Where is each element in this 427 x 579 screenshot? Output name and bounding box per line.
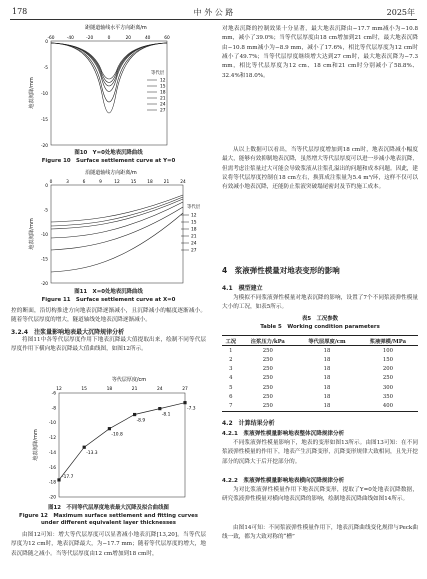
right-paragraph-3: 为模拟不同浆液弹性模量对地表沉降的影响，设置了7个不同浆液弹性模量大小的工况，如表5所示。 xyxy=(222,295,418,311)
table-cell: 4 xyxy=(229,375,233,382)
fig11-ytick: -10 xyxy=(40,233,48,238)
fig12-ytick: -12 xyxy=(48,436,56,442)
fig11-caption-cn: 图11 X=0处地表沉降曲线 xyxy=(74,289,143,295)
fig12-ytick: -16 xyxy=(48,465,56,471)
fig12-caption-en-1: Figure 12 Maximum surface settlement and fitting curves xyxy=(19,512,198,519)
fig11-xtick: 3 xyxy=(66,180,69,185)
fig10-ytick: -15 xyxy=(40,118,48,123)
table-cell: 350 xyxy=(382,393,393,400)
table5-caption xyxy=(222,316,418,331)
fig12-ytick: -20 xyxy=(48,495,56,501)
fig11-caption-en: Figure 11 Surface settlement curve at X=0 xyxy=(41,296,176,303)
fig11-xtick: 15 xyxy=(130,180,137,185)
fig11-curve-12 xyxy=(51,213,183,272)
table-cell: 18 xyxy=(323,384,331,391)
fig12-xtick: 12 xyxy=(56,387,62,392)
fig11-xtick: 21 xyxy=(163,180,170,185)
fig10-curve-18 xyxy=(51,43,167,92)
table-header: 等代层厚度/cm xyxy=(296,336,358,346)
fig10-ytick: -5 xyxy=(43,66,48,71)
fig12-point xyxy=(158,407,161,410)
fig10-legend-item: 18 xyxy=(160,90,166,96)
right-paragraph-5: 为对比浆液弹性模量作用下地表沉降变形，提取了Y=0处地表沉降数据，研究浆液弹性模量对横向地表沉降的影响，绘制地表沉降曲线如图14所示。 xyxy=(222,487,418,503)
fig12-frame xyxy=(59,393,185,497)
table-cell: 250 xyxy=(262,375,273,382)
table-row xyxy=(222,401,418,411)
fig10-caption xyxy=(11,150,206,165)
fig12-xtick: 24 xyxy=(157,387,163,392)
right-paragraph-4: 不同浆液弹性模量影响下，地表的变形如图13所示。由图13可知：在不同浆液弹性模量的作用下，地表产生沉降变形，沉降变形规律大致相同，且先开挖部分的沉降大于后开挖部分的。 xyxy=(222,440,418,465)
table-cell: 150 xyxy=(382,356,393,363)
table-cell: 300 xyxy=(382,384,393,391)
fig11-xtick: 6 xyxy=(82,180,86,185)
fig11-legend-item: 15 xyxy=(191,220,197,226)
fig11-curve-21 xyxy=(51,199,183,229)
table5-grid xyxy=(222,335,418,412)
table-cell: 18 xyxy=(323,347,331,354)
fig11-xtick: 12 xyxy=(114,180,120,185)
fig10-xtick: -20 xyxy=(86,36,94,41)
journal-year: 2025年 xyxy=(386,8,415,17)
fig11-xtick: 24 xyxy=(180,180,186,185)
table-cell: 2 xyxy=(229,356,233,363)
fig12-ytick: -14 xyxy=(48,450,56,456)
table-header: 浆液弹模/MPa xyxy=(358,336,418,346)
fig10-curve-21 xyxy=(51,43,167,86)
fig10-curve-12 xyxy=(51,43,167,113)
fig10-xtick: 20 xyxy=(125,36,132,41)
fig11-xtick: 0 xyxy=(49,180,53,185)
fig10-ylabel: 地表沉降/mm xyxy=(29,77,35,109)
table-cell: 18 xyxy=(296,401,358,411)
table-header: 工况 xyxy=(222,336,240,346)
header-rule xyxy=(10,19,417,20)
table-cell: 400 xyxy=(358,401,418,411)
right-paragraph-6: 由图14可知：不同浆液弹性模量作用下，地表沉降曲线变化规律与Peck曲线一致，都为大致对称的“槽” xyxy=(222,525,418,541)
fig11-legend-item: 24 xyxy=(191,241,197,247)
fig10-curve-27 xyxy=(51,43,167,79)
fig12-data-label: -8.1 xyxy=(161,412,171,418)
fig10-xtick: -60 xyxy=(47,36,55,41)
section-4-2-1-heading: 4.2.1 浆液弹性模量影响地表整体沉降规律分析 xyxy=(222,431,345,437)
fig12-point xyxy=(108,427,111,430)
table-cell: 100 xyxy=(382,347,393,354)
fig11-ytick: -15 xyxy=(40,257,48,263)
table-cell: 250 xyxy=(262,347,273,354)
right-paragraph-1: 对地表沉降的控制效果十分显著，最大地表沉降由−17.7 mm减小为−10.8 mm，减小了39.0%；当等代层厚度由18 cm增加到21 cm时，最大地表沉降由−10.8 mm减小为−8.9 mm，减小了17.6%，相比等代层厚度为12 cm时减小了49.7%；当等代层厚度继续增大达到27 cm时，最大地表沉降为−7.3 mm，相比等代层厚度为12 cm、18 cm和21 cm时分别减小了58.8%、32.4%和18.0%。 xyxy=(222,26,418,79)
fig11-ytick: -5 xyxy=(43,208,48,214)
fig12-ytick: -10 xyxy=(48,421,56,427)
fig12-point xyxy=(133,413,136,416)
fig12-point xyxy=(183,401,186,404)
fig12-ylabel: 地表沉降/mm xyxy=(33,429,39,461)
table-cell: 250 xyxy=(262,356,273,363)
fig10-legend-item: 27 xyxy=(160,108,166,114)
table-cell: 5 xyxy=(229,384,233,391)
fig11-caption xyxy=(11,289,206,304)
section-3-2-4: 3.2.4 注浆量影响地表最大沉降规律分析 xyxy=(11,329,125,336)
fig10-curve-24 xyxy=(51,43,167,83)
journal-name: 中 外 公 路 xyxy=(193,8,234,17)
fig11-xtick: 9 xyxy=(99,180,102,185)
right-paragraph-2: 从以上数据可以看出，当等代层厚度增加到18 cm时，地表沉降减小幅度最大，能够有效抑制地表沉降，虽然增大等代层厚度可以进一步减小地表沉降，但需考虑注浆量过大可能会导致浆液从注浆孔溢出的问题和成本问题。因此，建议将等代层厚度控制在18 cm左右，换算成注浆量为5.4 m³/环，这样不仅可以有效减小地表沉降，还能防止浆液突破塌尾密封及节约施工成本。 xyxy=(222,147,418,191)
figure-12-chart xyxy=(11,373,206,505)
fig12-caption-cn: 图12 不同等代层厚度地表最大沉降及拟合曲线图 xyxy=(48,505,169,511)
table-row xyxy=(222,346,418,356)
fig10-xtick: 60 xyxy=(164,36,170,41)
fig12-ytick: -6 xyxy=(51,391,56,397)
fig12-point xyxy=(57,478,60,481)
table5 xyxy=(222,335,418,412)
table-cell: 250 xyxy=(240,401,297,411)
table-row xyxy=(222,355,418,364)
fig11-legend-item: 12 xyxy=(191,213,197,219)
fig10-xtick: 0 xyxy=(107,36,111,41)
table-cell: 250 xyxy=(262,366,273,373)
table-cell: 18 xyxy=(323,356,331,363)
fig11-xtick: 18 xyxy=(147,180,153,185)
table-cell: 250 xyxy=(262,393,273,400)
left-paragraph-2: 将图11中各等代层厚度作用下地表沉降最大值提取出来，绘制不同等代层厚度作用下横向地表沉降最大值曲线图，如图12所示。 xyxy=(11,337,206,353)
table-cell: 18 xyxy=(323,375,331,382)
fig12-xtick: 18 xyxy=(106,387,113,392)
fig10-legend-item: 15 xyxy=(160,84,166,90)
table-cell: 18 xyxy=(323,393,331,400)
fig11-legend-item: 21 xyxy=(191,234,197,240)
table-cell: 250 xyxy=(382,375,393,382)
table-cell: 7 xyxy=(222,401,240,411)
fig12-ytick: -8 xyxy=(51,406,56,412)
table-row xyxy=(222,383,418,392)
fig10-legend-item: 21 xyxy=(160,96,166,102)
table-header: 注浆压力/kPa xyxy=(240,336,297,346)
table-cell: 250 xyxy=(262,384,273,391)
fig12-xtick: 27 xyxy=(182,387,188,392)
fig10-legend-title: 等代层 xyxy=(151,71,165,76)
table-cell: 3 xyxy=(229,366,233,373)
left-paragraph-1: 控的断面，沿切构推进方向地表沉降逐渐减小，且沉降减小的幅度逐渐减小。随着等代层厚度的增大，隧道轴线处地表沉降逐渐减小。 xyxy=(11,308,206,324)
section-4-heading: 4 浆液弹性模量对地表变形的影响 xyxy=(222,266,340,275)
fig12-data-label: -13.3 xyxy=(86,451,98,457)
fig10-legend-item: 12 xyxy=(160,78,166,84)
fig12-caption xyxy=(11,505,206,528)
section-4-2-heading: 4.2 计算结果分析 xyxy=(222,420,275,427)
fig11-legend-item: 27 xyxy=(191,248,197,254)
table-row xyxy=(222,374,418,383)
fig11-ylabel: 地表沉降/mm xyxy=(29,218,35,250)
fig11-curve-27 xyxy=(51,195,183,222)
fig10-xtick: -40 xyxy=(66,36,74,41)
fig11-ytick: 0 xyxy=(45,184,48,189)
fig12-data-label: -17.7 xyxy=(62,474,74,480)
figure-10-chart xyxy=(11,22,206,152)
table-cell: 18 xyxy=(323,366,331,373)
fig10-caption-en: Figure 10 Surface settlement curve at Y=0 xyxy=(41,157,176,164)
fig10-ytick: -20 xyxy=(40,144,48,149)
table-cell: 200 xyxy=(382,366,393,373)
left-paragraph-3: 由图12可知：增大等代层厚度可以显著减小地表沉降[13,20]。当等代层厚度为12 cm时，地表沉降最大，为−17.7 mm；随着等代层厚度的增大，地表沉降随之减小。当等代层厚度由12 cm增加到18 cm时， xyxy=(11,532,206,557)
page-number: 178 xyxy=(12,7,28,16)
fig10-ytick: -10 xyxy=(40,92,48,97)
fig12-ytick: -18 xyxy=(48,480,56,486)
fig12-xtick: 21 xyxy=(131,387,138,392)
section-4-2-2-heading: 4.2.2 浆液弹性模量影响地表横向沉降规律分析 xyxy=(222,478,345,484)
fig10-legend-item: 24 xyxy=(160,102,166,108)
fig11-ytick: -20 xyxy=(40,282,48,286)
fig11-frame xyxy=(51,185,183,283)
fig10-frame xyxy=(51,41,167,145)
fig11-legend-title: 等代层 xyxy=(187,205,201,210)
table5-caption-cn: 表5 工况参数 xyxy=(301,316,339,322)
table-cell: 1 xyxy=(229,347,233,354)
fig12-point xyxy=(83,446,86,449)
table-row xyxy=(222,365,418,374)
fig12-caption-en-2: under different equivalent layer thicknesses xyxy=(40,520,177,526)
fig12-legend-title: 等代层厚度/cm xyxy=(111,377,147,383)
fig10-caption-cn: 图10 Y=0处地表沉降曲线 xyxy=(74,150,143,156)
fig11-legend-item: 18 xyxy=(191,227,197,233)
fig11-curve-18 xyxy=(51,202,183,238)
table-row xyxy=(222,392,418,401)
fig10-curve-15 xyxy=(51,43,167,102)
fig12-data-label: -10.8 xyxy=(111,432,123,438)
section-4-1-heading: 4.1 模型建立 xyxy=(222,285,263,292)
table-cell: 6 xyxy=(229,393,233,400)
fig10-xtick: 40 xyxy=(144,36,151,41)
fig12-xtick: 15 xyxy=(81,387,87,392)
fig12-data-label: -8.9 xyxy=(136,418,146,424)
fig12-data-label: -7.3 xyxy=(187,406,196,412)
figure-11-chart xyxy=(11,168,206,286)
fig10-xlabel: 距隧道轴线水平方向距离/m xyxy=(85,25,147,31)
fig11-xlabel: 沿隧道轴线方向距离/m xyxy=(85,170,137,176)
table5-caption-en: Table 5 Working condition parameters xyxy=(260,323,380,330)
fig10-ytick: 0 xyxy=(45,40,48,45)
